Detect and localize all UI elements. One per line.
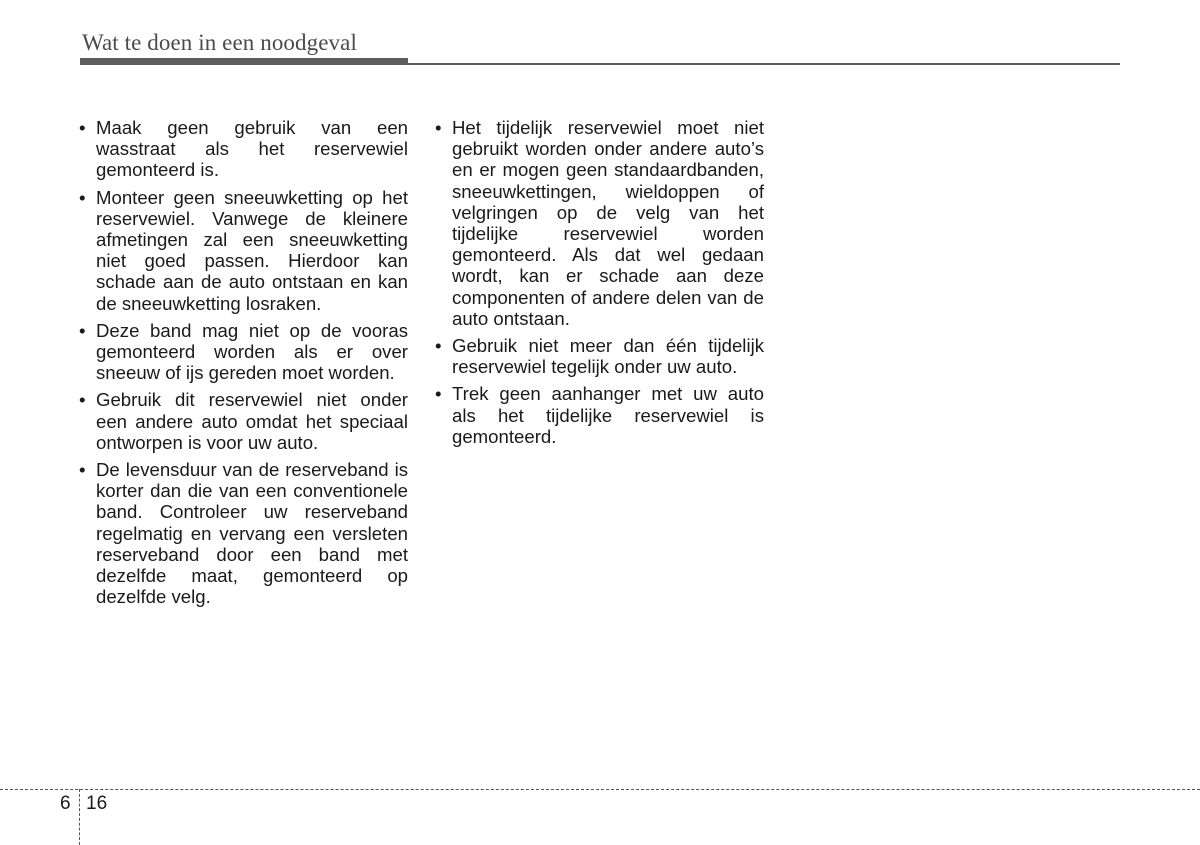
bullet-icon: • [435, 117, 442, 138]
list-item-text: Het tijdelijk reservewiel moet niet gebruikt worden onder andere auto’s en er mogen geen standaardbanden, sneeuwkettingen, wieldoppen of velgringen op de velg van het tijdelijke reservewiel worden gemonteerd. Als dat wel gedaan wordt, kan er schade aan deze componenten of andere delen van de auto ontstaan. [452, 117, 764, 329]
bullet-icon: • [79, 319, 86, 341]
right-column [434, 117, 764, 453]
list-item [434, 383, 764, 447]
list-item [78, 187, 408, 314]
footer-dashed-divider [79, 789, 80, 845]
list-item-text: Deze band mag niet op de vooras gemonteerd worden als er over sneeuw of ijs gereden moet worden. [96, 319, 408, 384]
bullet-icon: • [79, 459, 86, 481]
bullet-icon: • [79, 117, 86, 138]
list-item-text: Gebruik dit reservewiel niet onder een andere auto omdat het speciaal ontworpen is voor uw auto. [96, 389, 408, 453]
list-item [78, 389, 408, 453]
list-item-text: De levensduur van de reserveband is korter dan die van een conventionele band. Controleer uw reserveband regelmatig en vervang een versleten reserveband door een band met dezelfde maat, gemonteerd op dezelfde velg. [96, 459, 408, 608]
list-item [434, 335, 764, 377]
bullet-icon: • [79, 186, 86, 208]
list-item-text: Maak geen gebruik van een wasstraat als het reservewiel gemonteerd is. [96, 117, 408, 181]
page-header-title: Wat te doen in een noodgeval [82, 30, 357, 55]
header-rule-thin [408, 63, 1120, 65]
bullet-icon: • [435, 335, 442, 357]
list-item [434, 117, 764, 329]
list-item-text: Gebruik niet meer dan één tijdelijk reservewiel tegelijk onder uw auto. [452, 335, 764, 378]
chapter-number: 6 [60, 793, 71, 814]
bullet-icon: • [435, 383, 442, 405]
list-item-text: Trek geen aanhanger met uw auto als het tijdelijke reservewiel is gemonteerd. [452, 383, 764, 447]
header-rule-thick [80, 58, 408, 65]
list-item [78, 320, 408, 384]
page-number: 16 [86, 793, 108, 814]
bullet-icon: • [79, 389, 86, 411]
list-item-text: Monteer geen sneeuwketting op het reservewiel. Vanwege de kleinere afmetingen zal een sneeuwketting niet goed passen. Hierdoor kan schade aan de auto ontstaan en kan de sneeuwketting losraken. [96, 186, 408, 314]
left-column [78, 117, 408, 613]
footer-dashed-rule [0, 789, 1200, 790]
list-item [78, 117, 408, 181]
list-item [78, 459, 408, 607]
